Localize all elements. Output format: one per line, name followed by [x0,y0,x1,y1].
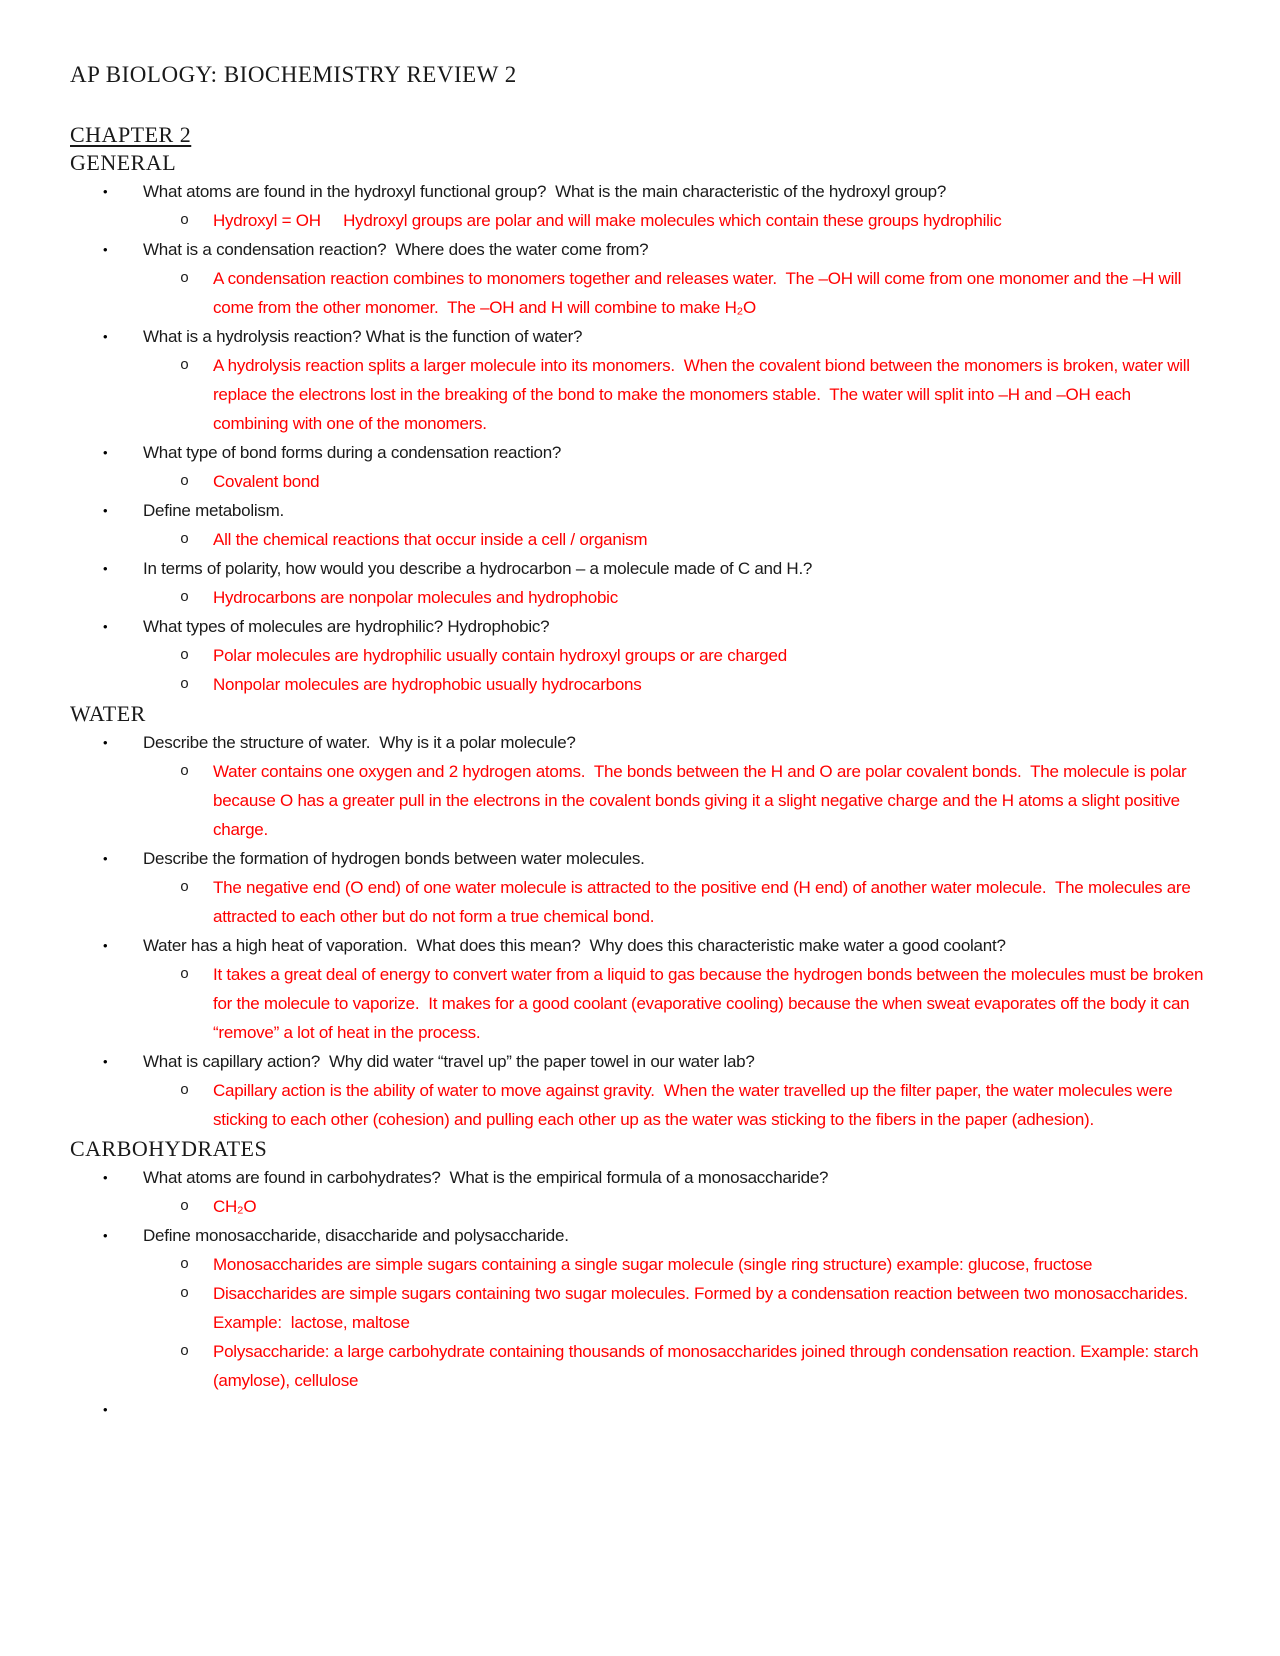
answer-item [70,1279,1210,1337]
section-heading: GENERAL [70,150,177,175]
question-text: Describe the formation of hydrogen bonds between water molecules. [143,849,645,868]
circle-bullet-icon: o [180,212,190,229]
answer-text: All the chemical reactions that occur inside a cell / organism [213,530,648,549]
question-text: In terms of polarity, how would you describe a hydrocarbon – a molecule made of C and H.? [143,559,813,578]
answer-text: Covalent bond [213,472,320,491]
answer-text: Nonpolar molecules are hydrophobic usually hydrocarbons [213,675,642,694]
circle-bullet-icon: o [180,1343,190,1360]
bullet-icon: • [103,1402,108,1417]
question-text: What is a hydrolysis reaction? What is the function of water? [143,327,583,346]
question-item [70,322,1210,351]
bullet-icon: • [103,851,108,866]
answer-item [70,641,1210,670]
circle-bullet-icon: o [180,1198,190,1215]
question-text: Water has a high heat of vaporation. What does this mean? Why does this characteristic make water a good coolant? [143,936,1006,955]
circle-bullet-icon: o [180,1256,190,1273]
circle-bullet-icon: o [180,270,190,287]
answer-text: Disaccharides are simple sugars containing two sugar molecules. Formed by a condensation reaction between two monosaccharides. Example: lactose, maltose [213,1284,1193,1332]
answer-text: Polar molecules are hydrophilic usually contain hydroxyl groups or are charged [213,646,787,665]
question-text: What is capillary action? Why did water “travel up” the paper towel in our water lab? [143,1052,755,1071]
bullet-icon: • [103,329,108,344]
question-item [70,1395,1210,1424]
answer-text: Water contains one oxygen and 2 hydrogen atoms. The bonds between the H and O are polar covalent bonds. The molecule is polar because O has a greater pull in the electrons in the covalent bonds giving it a slight negative charge and the H atoms a slight positive charge. [213,762,1191,839]
answer-item [70,206,1210,235]
circle-bullet-icon: o [180,1082,190,1099]
circle-bullet-icon: o [180,676,190,693]
answer-item [70,873,1210,931]
circle-bullet-icon: o [180,473,190,490]
question-text: Describe the structure of water. Why is it a polar molecule? [143,733,576,752]
bullet-icon: • [103,938,108,953]
question-text: What atoms are found in the hydroxyl functional group? What is the main characteristic of the hydroxyl group? [143,182,947,201]
answer-item [70,467,1210,496]
chapter-heading: CHAPTER 2 [70,122,192,147]
question-item [70,612,1210,641]
answer-item [70,525,1210,554]
answer-item [70,1076,1210,1134]
circle-bullet-icon: o [180,531,190,548]
answer-item [70,960,1210,1047]
answer-item [70,1192,1210,1221]
bullet-icon: • [103,735,108,750]
question-text: What is a condensation reaction? Where does the water come from? [143,240,649,259]
answer-text: The negative end (O end) of one water molecule is attracted to the positive end (H end) of another water molecule. The molecules are attracted to each other but do not form a true chemical bond. [213,878,1196,926]
question-text: Define metabolism. [143,501,285,520]
answer-text: A hydrolysis reaction splits a larger molecule into its monomers. When the covalent biond between the monomers is broken, water will replace the electrons lost in the breaking of the bond to make the monomers stable. The water will split into –H and –OH each combining with one of the monomers. [213,356,1195,433]
answer-text: Hydrocarbons are nonpolar molecules and hydrophobic [213,588,618,607]
question-item [70,554,1210,583]
bullet-icon: • [103,242,108,257]
circle-bullet-icon: o [180,357,190,374]
bullet-icon: • [103,445,108,460]
question-item [70,235,1210,264]
circle-bullet-icon: o [180,1285,190,1302]
circle-bullet-icon: o [180,879,190,896]
answer-text: Capillary action is the ability of water to move against gravity. When the water travelled up the filter paper, the water molecules were sticking to each other (cohesion) and pulling each other up as the water was sticking to the fibers in the paper (adhesion). [213,1081,1177,1129]
bullet-icon: • [103,184,108,199]
question-text: Define monosaccharide, disaccharide and polysaccharide. [143,1226,569,1245]
answer-item [70,583,1210,612]
answer-item [70,1337,1210,1395]
question-item [70,1163,1210,1192]
question-item [70,1221,1210,1250]
question-item [70,438,1210,467]
question-text: What type of bond forms during a condensation reaction? [143,443,562,462]
answer-text: Polysaccharide: a large carbohydrate containing thousands of monosaccharides joined through condensation reaction. Example: starch (amylose), cellulose [213,1342,1203,1390]
document-title: AP BIOLOGY: BIOCHEMISTRY REVIEW 2 [70,62,517,87]
sections-container [70,148,1210,1424]
bullet-icon: • [103,1054,108,1069]
question-text: What types of molecules are hydrophilic? Hydrophobic? [143,617,550,636]
bullet-icon: • [103,503,108,518]
section-heading: WATER [70,701,146,726]
answer-text: It takes a great deal of energy to convert water from a liquid to gas because the hydrogen bonds between the molecules must be broken for the molecule to vaporize. It makes for a good coolant (evaporative cooling) because the when sweat evaporates off the body it can “remove” a lot of heat in the process. [213,965,1208,1042]
circle-bullet-icon: o [180,589,190,606]
answer-item [70,670,1210,699]
question-item [70,844,1210,873]
answer-item [70,264,1210,322]
bullet-icon: • [103,561,108,576]
answer-text: Hydroxyl = OH Hydroxyl groups are polar and will make molecules which contain these groups hydrophilic [213,211,1002,230]
answer-item [70,1250,1210,1279]
question-item [70,931,1210,960]
bullet-icon: • [103,619,108,634]
answer-text: A condensation reaction combines to monomers together and releases water. The –OH will come from one monomer and the –H will come from the other monomer. The –OH and H will combine to make H₂O [213,269,1186,317]
answer-item [70,757,1210,844]
circle-bullet-icon: o [180,966,190,983]
answer-item [70,351,1210,438]
question-item [70,1047,1210,1076]
bullet-icon: • [103,1228,108,1243]
section-heading: CARBOHYDRATES [70,1136,268,1161]
circle-bullet-icon: o [180,647,190,664]
bullet-icon: • [103,1170,108,1185]
question-item [70,728,1210,757]
circle-bullet-icon: o [180,763,190,780]
question-item [70,496,1210,525]
answer-text: CH₂O [213,1197,257,1216]
question-item [70,177,1210,206]
answer-text: Monosaccharides are simple sugars containing a single sugar molecule (single ring structure) example: glucose, fructose [213,1255,1093,1274]
question-text: What atoms are found in carbohydrates? What is the empirical formula of a monosaccharide? [143,1168,829,1187]
